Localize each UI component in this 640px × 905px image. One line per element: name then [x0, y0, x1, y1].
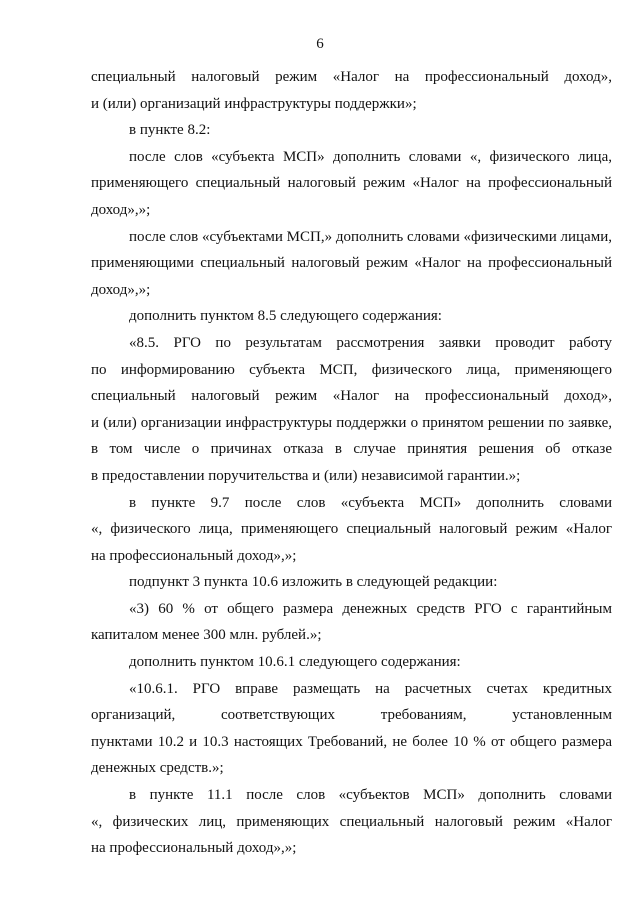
- text-line: доход»,»;: [91, 201, 151, 218]
- text-line: организаций, соответствующих требованиям, установленным: [91, 707, 612, 724]
- paragraph: [91, 782, 612, 862]
- text-line: и (или) организаций инфраструктуры поддержки»;: [91, 95, 417, 112]
- paragraph: [91, 303, 612, 330]
- paragraph: [91, 596, 612, 649]
- text-line: в пункте 11.1 после слов «субъектов МСП» дополнить словами: [129, 787, 612, 804]
- text-line: «10.6.1. РГО вправе размещать на расчетных счетах кредитных: [129, 680, 612, 697]
- paragraph: [91, 224, 612, 304]
- text-line: «3) 60 % от общего размера денежных средств РГО с гарантийным: [129, 600, 612, 617]
- text-line: применяющего специальный налоговый режим «Налог на профессиональный: [91, 175, 612, 192]
- paragraph: [91, 144, 612, 224]
- text-line: дополнить пунктом 8.5 следующего содержания:: [129, 308, 442, 325]
- paragraph: [91, 649, 612, 676]
- text-line: дополнить пунктом 10.6.1 следующего содержания:: [129, 654, 461, 671]
- text-line: «, физического лица, применяющего специальный налоговый режим «Налог: [91, 521, 612, 538]
- paragraph: [91, 117, 612, 144]
- page-number: 6: [316, 36, 324, 52]
- text-line: в пункте 9.7 после слов «субъекта МСП» дополнить словами: [129, 494, 612, 511]
- text-line: специальный налоговый режим «Налог на профессиональный доход»,: [91, 388, 612, 405]
- text-line: в предоставлении поручительства и (или) независимой гарантии.»;: [91, 467, 521, 484]
- text-line: специальный налоговый режим «Налог на профессиональный доход»,: [91, 69, 612, 85]
- paragraph: [91, 330, 612, 490]
- text-line: на профессиональный доход»,»;: [91, 547, 297, 564]
- text-line: подпункт 3 пункта 10.6 изложить в следующей редакции:: [129, 574, 498, 591]
- paragraph: [91, 569, 612, 596]
- text-line: «8.5. РГО по результатам рассмотрения заявки проводит работу: [129, 334, 612, 351]
- text-line: капиталом менее 300 млн. рублей.»;: [91, 627, 322, 644]
- text-line: денежных средств.»;: [91, 760, 224, 777]
- text-line: «, физических лиц, применяющих специальный налоговый режим «Налог: [91, 813, 612, 830]
- document-body: [91, 64, 612, 862]
- text-line: по информированию субъекта МСП, физического лица, применяющего: [91, 361, 612, 378]
- text-line: в том числе о причинах отказа в случае принятия решения об отказе: [91, 441, 612, 458]
- text-line: и (или) организации инфраструктуры поддержки о принятом решении по заявке,: [91, 414, 612, 431]
- paragraph: [91, 64, 612, 117]
- text-line: пунктами 10.2 и 10.3 настоящих Требований, не более 10 % от общего размера: [91, 733, 612, 750]
- text-line: после слов «субъекта МСП» дополнить словами «, физического лица,: [129, 148, 612, 165]
- text-line: в пункте 8.2:: [129, 122, 211, 139]
- text-line: на профессиональный доход»,»;: [91, 840, 297, 857]
- paragraph: [91, 676, 612, 782]
- paragraph: [91, 490, 612, 570]
- text-line: доход»,»;: [91, 281, 151, 298]
- text-line: после слов «субъектами МСП,» дополнить словами «физическими лицами,: [129, 228, 612, 245]
- text-line: применяющими специальный налоговый режим «Налог на профессиональный: [91, 255, 612, 272]
